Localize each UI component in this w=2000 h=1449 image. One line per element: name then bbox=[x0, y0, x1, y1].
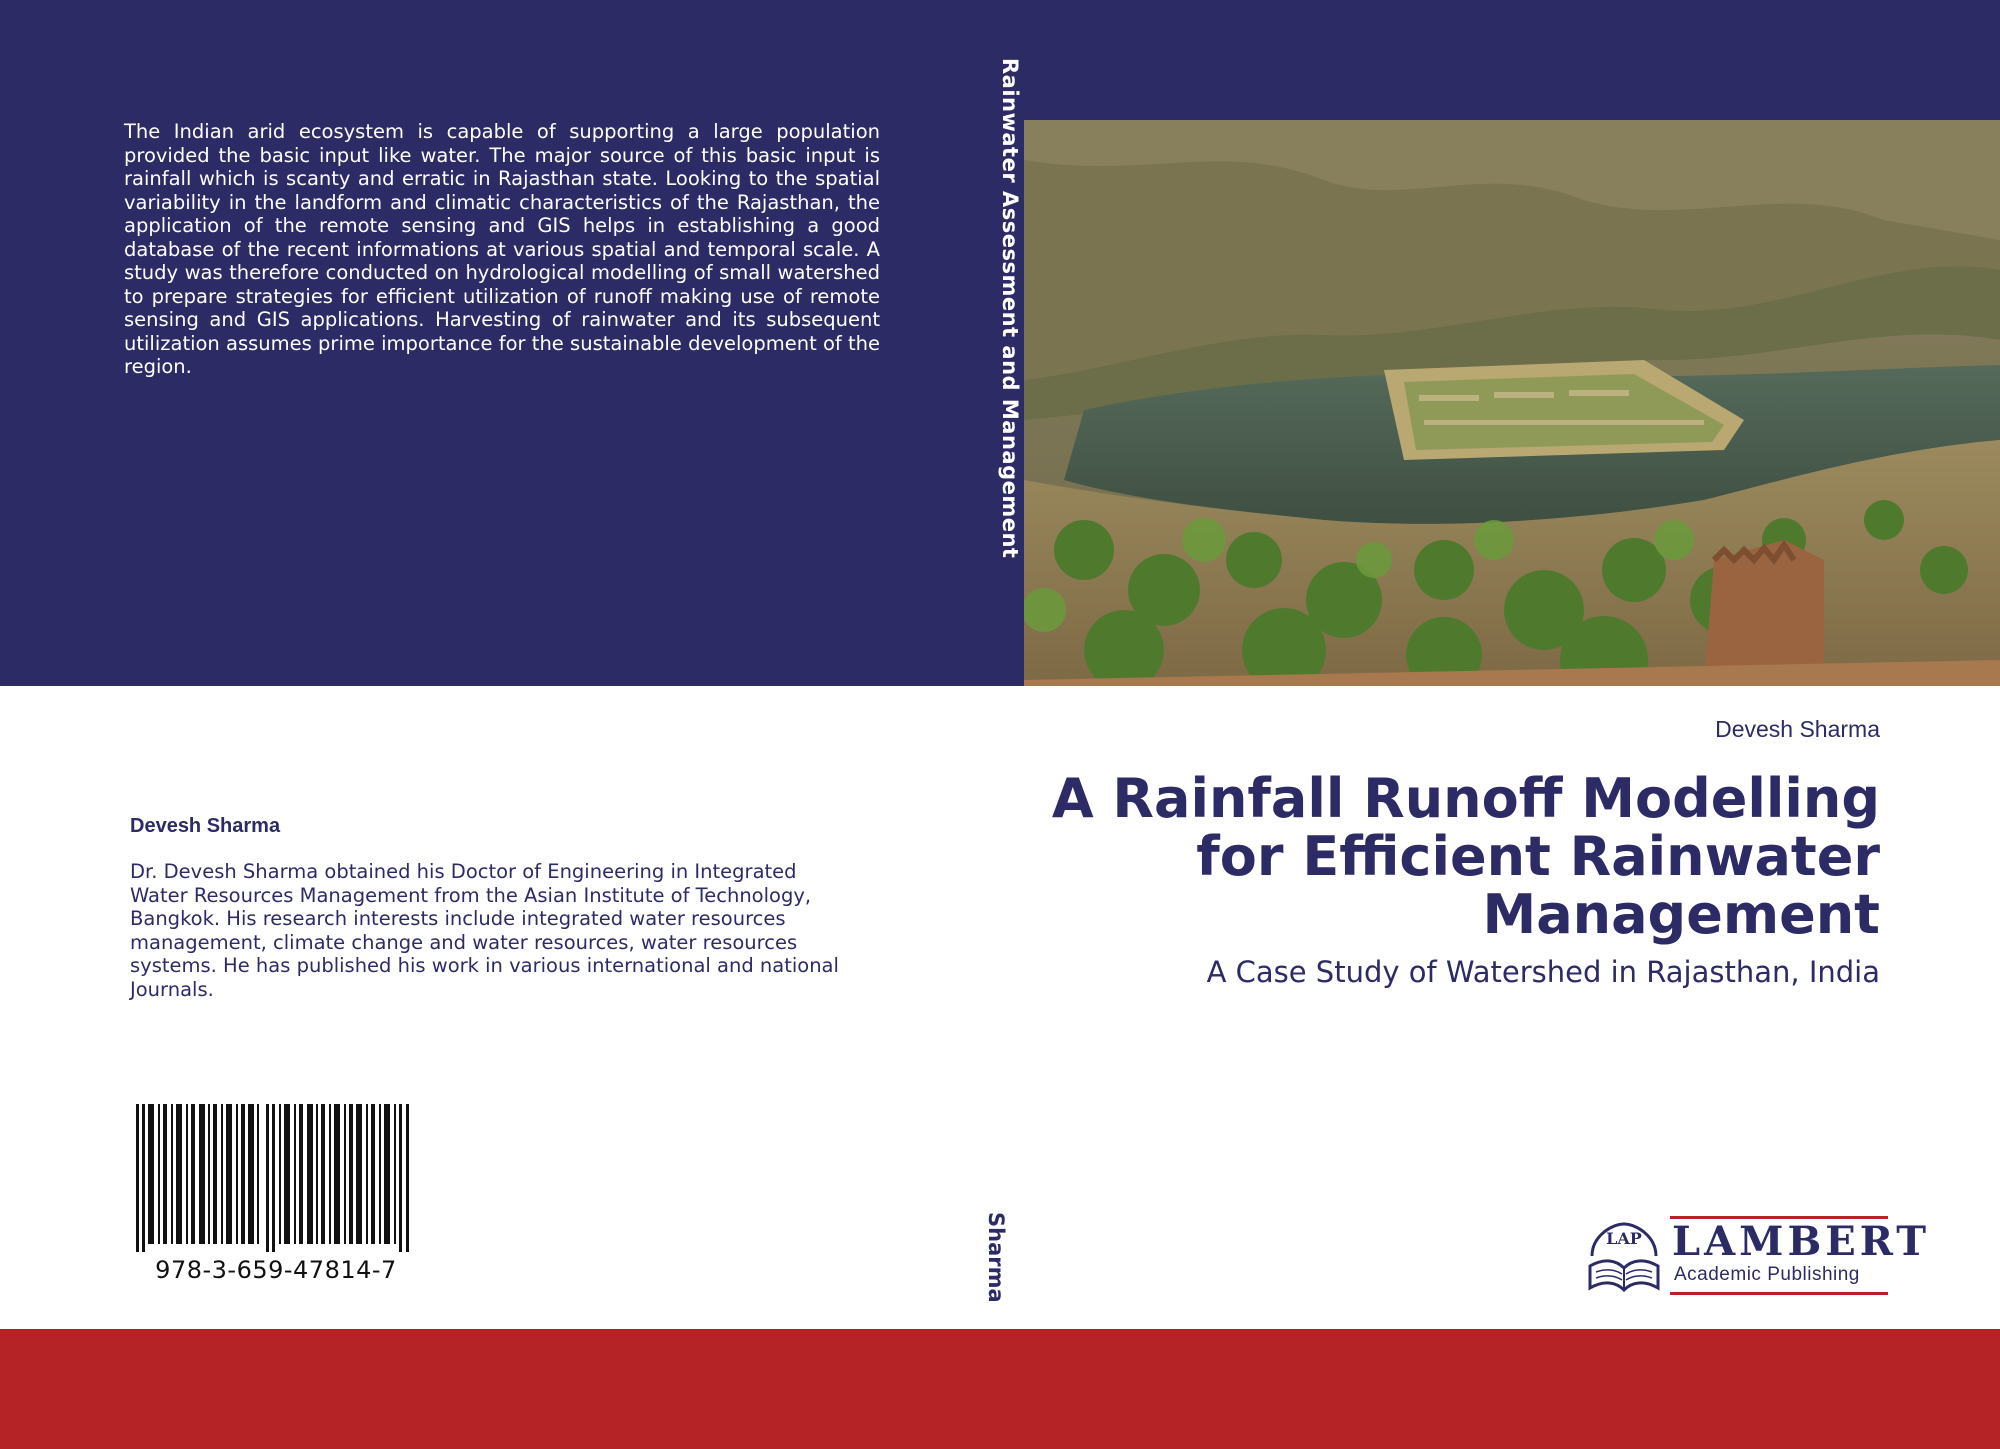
logo-mark-text: LAP bbox=[1606, 1229, 1642, 1248]
spine-title-text: Rainwater Assessment and Management bbox=[998, 58, 1022, 559]
back-author-heading: Devesh Sharma bbox=[130, 815, 281, 837]
barcode bbox=[136, 1104, 416, 1252]
back-cover-blurb: The Indian arid ecosystem is capable of supporting a large population provided the basic input like water. The major source of this basic input is rainfall which is scanty and erratic in Rajasthan state. Looking to the spatial variability in the landform and climatic characteristics of the Rajasthan, the application of the remote sensing and GIS helps in establishing a good database of the recent informations at various spatial and temporal scale. A study was therefore conducted on hydrological modelling of small watershed to prepare strategies for efficient utilization of runoff making use of remote sensing and GIS applications. Harvesting of rainwater and its subsequent utilization assumes prime importance for the sustainable development of the region. bbox=[124, 120, 880, 378]
spine-author-text: Sharma bbox=[984, 1212, 1008, 1303]
open-book-icon bbox=[1582, 1216, 1666, 1300]
book-title: A Rainfall Runoff Modelling for Efficient Rainwater Management bbox=[1051, 767, 1880, 946]
landscape-photo bbox=[1024, 120, 2000, 686]
publisher-logo bbox=[1582, 1216, 1931, 1300]
book-subtitle: A Case Study of Watershed in Rajasthan, India bbox=[1206, 955, 1880, 989]
publisher-name: LAMBERT bbox=[1672, 1218, 1931, 1265]
publisher-tagline: Academic Publishing bbox=[1674, 1264, 1860, 1285]
logo-bottom-line bbox=[1670, 1292, 1888, 1295]
cover-photo bbox=[1024, 120, 2000, 686]
isbn-number: 978-3-659-47814-7 bbox=[155, 1256, 397, 1284]
author-bio: Dr. Devesh Sharma obtained his Doctor of Engineering in Integrated Water Resources Management from the Asian Institute of Technology, Bangkok. His research interests include integrated water resources management, climate change and water resources, water resources systems. He has published his work in various international and national Journals. bbox=[130, 860, 839, 1001]
front-author: Devesh Sharma bbox=[1715, 716, 1880, 742]
spine-author bbox=[984, 1212, 1024, 1322]
bottom-red-band bbox=[0, 1329, 2000, 1449]
